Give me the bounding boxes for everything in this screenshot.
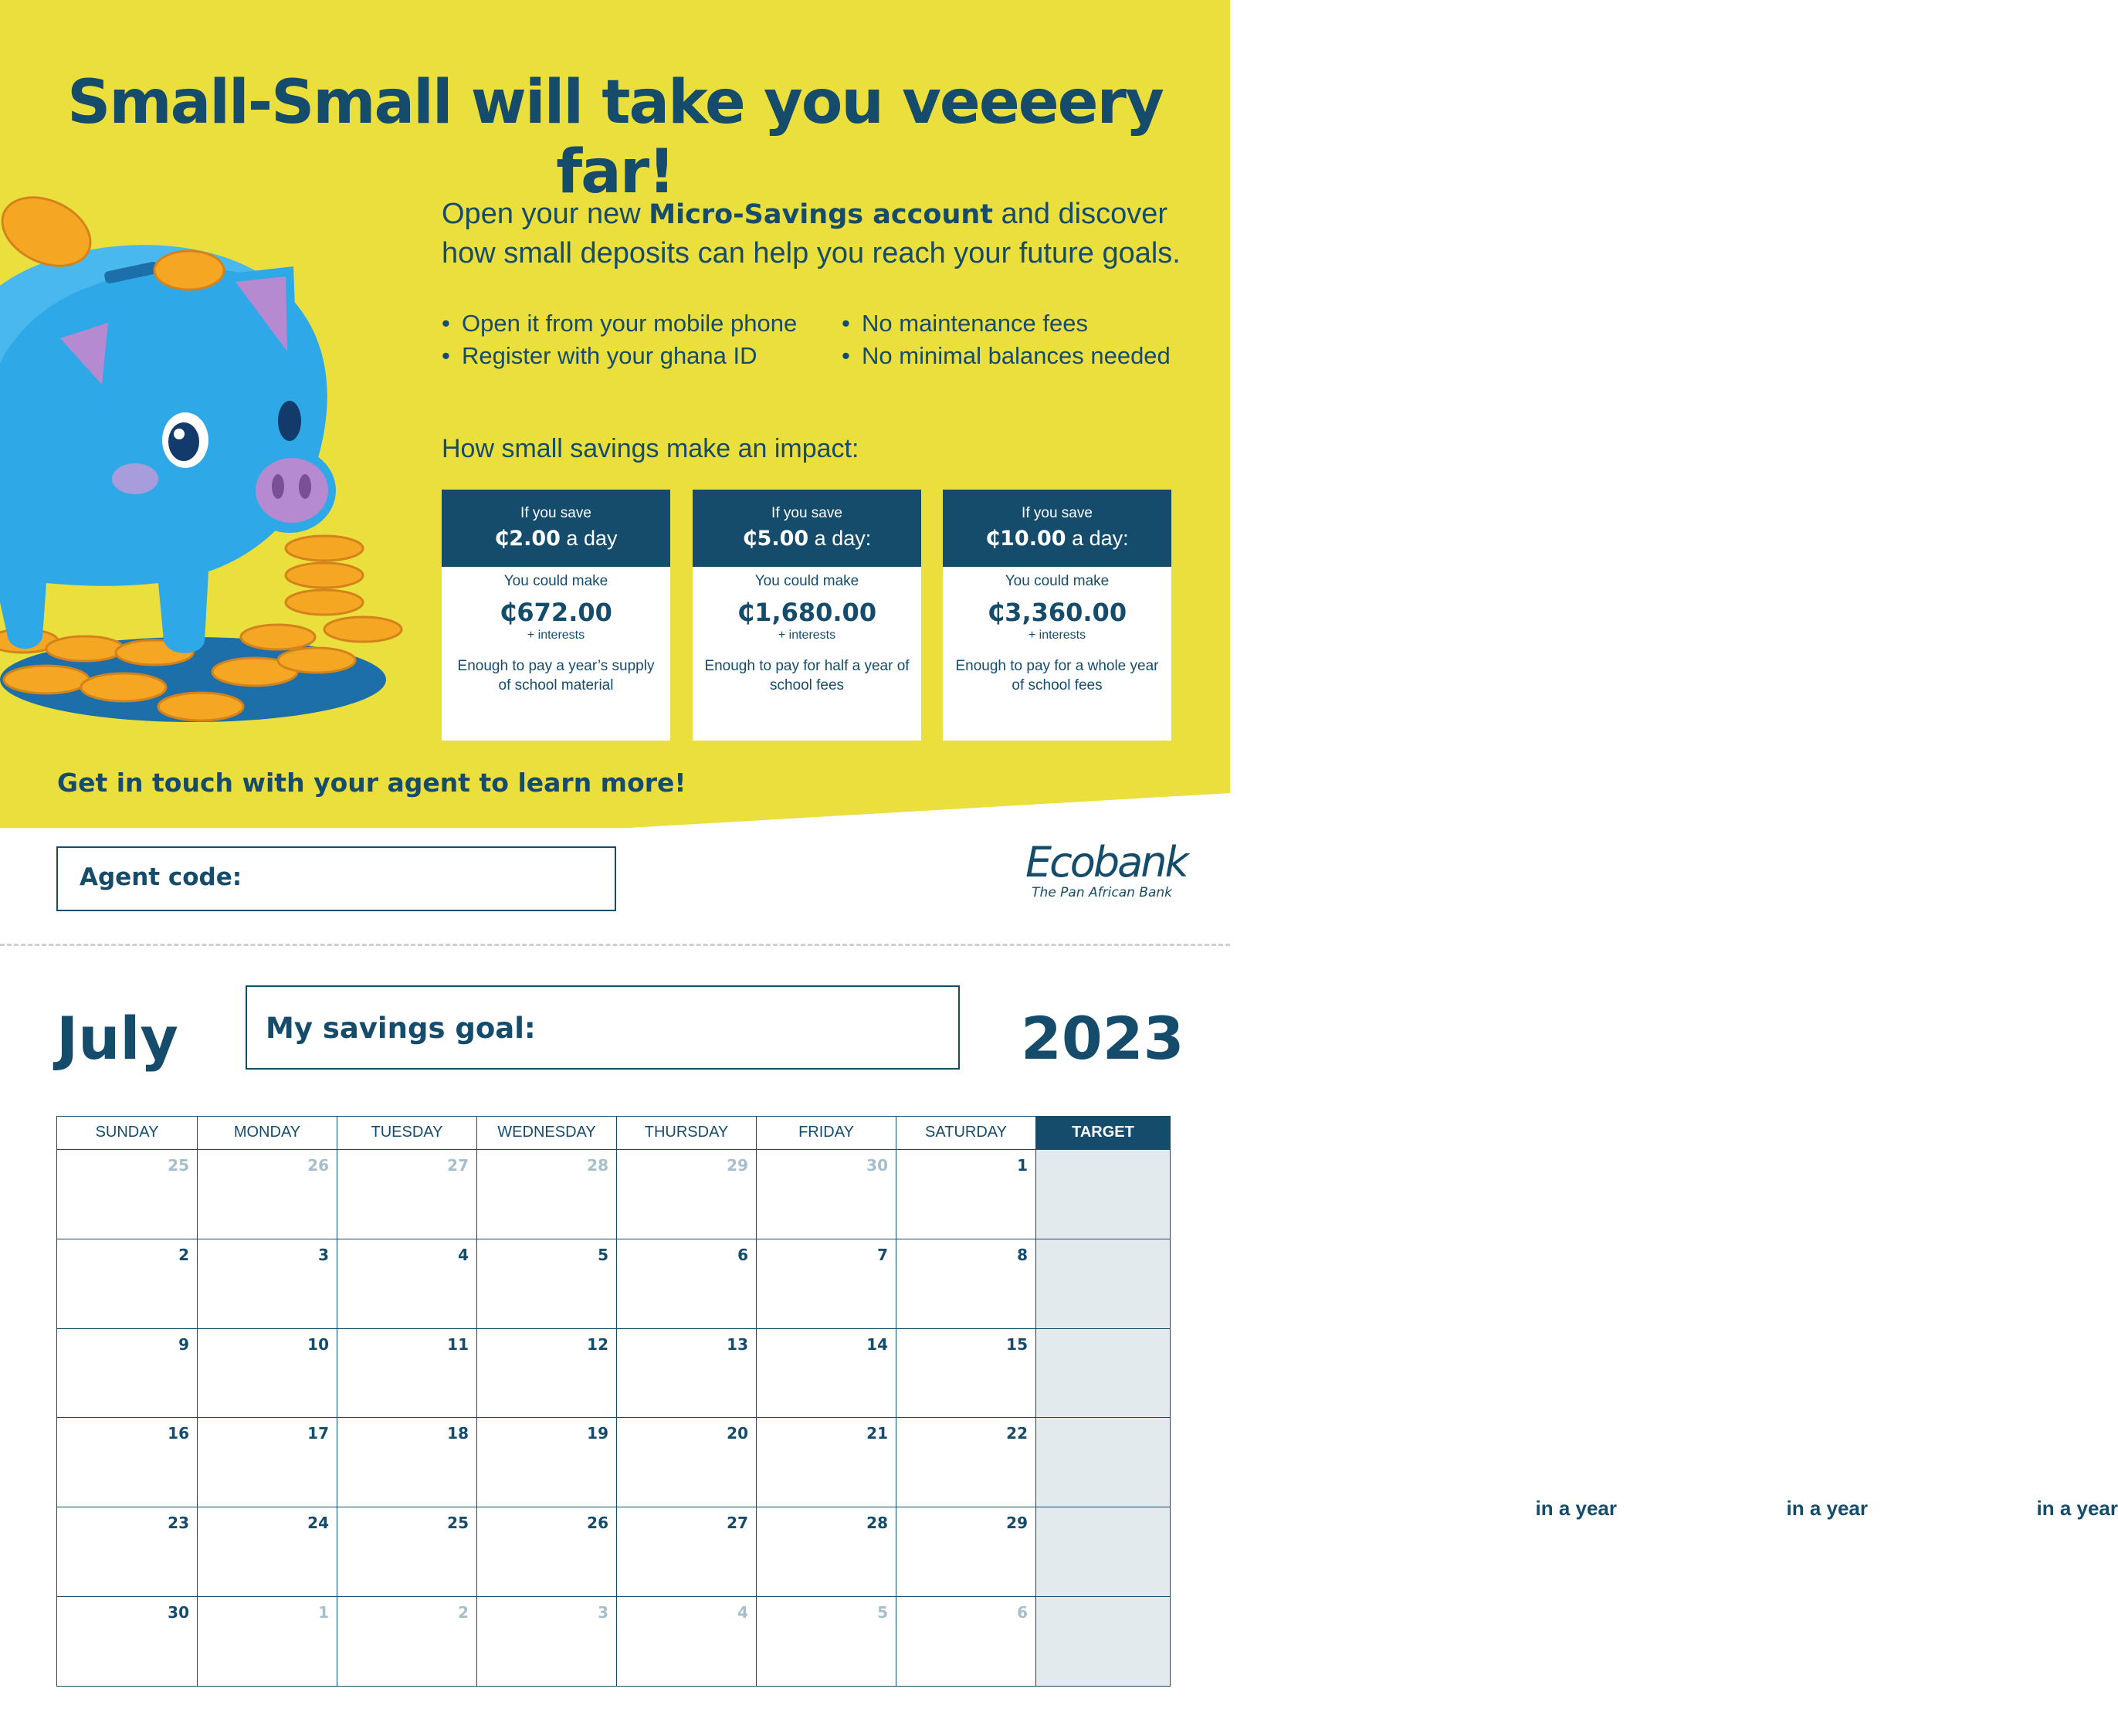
calendar-day[interactable]: 14: [756, 1329, 896, 1419]
feature-item: • Open it from your mobile phone: [442, 309, 842, 338]
calendar-day[interactable]: 24: [197, 1507, 337, 1597]
card-yearly-amount: ₵672.00: [500, 598, 612, 627]
calendar-day-outside-month[interactable]: 3: [476, 1597, 616, 1687]
calendar-day-outside-month[interactable]: 2: [337, 1597, 476, 1687]
calendar-day[interactable]: 22: [896, 1418, 1035, 1507]
calendar-week-row: [56, 1239, 1171, 1329]
feature-item: • No maintenance fees: [842, 309, 1181, 338]
calendar-day[interactable]: 2: [56, 1239, 197, 1329]
calendar-day[interactable]: 23: [56, 1507, 197, 1597]
calendar-day-outside-month[interactable]: 4: [616, 1597, 756, 1687]
feature-item: • No minimal balances needed: [842, 341, 1181, 371]
header-day: FRIDAY: [756, 1116, 896, 1150]
card-if-save: If you save: [520, 505, 591, 521]
calendar-header-row: [56, 1116, 1171, 1150]
calendar-day-outside-month[interactable]: 28: [476, 1150, 616, 1239]
header-day: WEDNESDAY: [476, 1116, 616, 1150]
card-yearly-amount: ₵3,360.00: [987, 598, 1127, 627]
calendar-grid: [56, 1116, 1171, 1687]
calendar-day[interactable]: 21: [756, 1418, 896, 1507]
card-header: [693, 490, 921, 567]
card-period: a day:: [1066, 527, 1129, 550]
calendar-day[interactable]: 3: [197, 1239, 337, 1329]
header-day: MONDAY: [197, 1116, 337, 1150]
target-cell[interactable]: [1035, 1597, 1171, 1687]
card-in-a-year: in a year: [1535, 1497, 1617, 1520]
card-save-line: [693, 527, 921, 551]
savings-goal-field[interactable]: [246, 985, 960, 1070]
calendar-day[interactable]: 8: [896, 1239, 1035, 1329]
card-interests: + interests: [1028, 629, 1086, 642]
header-day: SATURDAY: [896, 1116, 1035, 1150]
intro-text: [442, 195, 1183, 273]
calendar-week-row: [56, 1329, 1171, 1419]
calendar-day[interactable]: 19: [476, 1418, 616, 1507]
calendar-day[interactable]: 29: [896, 1507, 1035, 1597]
header-day: THURSDAY: [616, 1116, 756, 1150]
calendar-day[interactable]: 30: [56, 1597, 197, 1687]
calendar-day-outside-month[interactable]: 29: [616, 1150, 756, 1239]
card-header: [943, 490, 1171, 567]
card-enough-text: Enough to pay for a whole year of school fees: [955, 658, 1159, 693]
card-enough-text: Enough to pay for half a year of school fees: [704, 658, 910, 693]
calendar-day[interactable]: 25: [337, 1507, 476, 1597]
target-cell[interactable]: [1035, 1329, 1171, 1419]
card-save-line: [943, 527, 1171, 551]
card-period: a day:: [808, 527, 872, 550]
calendar-day-outside-month[interactable]: 6: [896, 1597, 1035, 1687]
card-daily-amount: ₵10.00: [985, 527, 1066, 551]
calendar-day-outside-month[interactable]: 5: [756, 1597, 896, 1687]
calendar-day[interactable]: 13: [616, 1329, 756, 1419]
card-period: a day: [560, 527, 618, 550]
calendar-month: July: [56, 1004, 178, 1073]
calendar-body: [56, 1150, 1171, 1687]
header-target: TARGET: [1035, 1116, 1171, 1150]
calendar-day[interactable]: 15: [896, 1329, 1035, 1419]
card-daily-amount: ₵2.00: [494, 527, 561, 551]
logo-tagline: The Pan African Bank: [1032, 885, 1172, 900]
calendar-day[interactable]: 17: [197, 1418, 337, 1507]
calendar-day-outside-month[interactable]: 26: [197, 1150, 337, 1239]
calendar-day[interactable]: 26: [476, 1507, 616, 1597]
call-to-action: Get in touch with your agent to learn more!: [57, 768, 686, 798]
target-cell[interactable]: [1035, 1418, 1171, 1507]
calendar-day[interactable]: 5: [476, 1239, 616, 1329]
calendar-day[interactable]: 27: [616, 1507, 756, 1597]
calendar-day[interactable]: 9: [56, 1329, 197, 1419]
card-enough-text: Enough to pay a year’s supply of school material: [457, 658, 655, 693]
calendar-day[interactable]: 20: [616, 1418, 756, 1507]
calendar-day[interactable]: 11: [337, 1329, 476, 1419]
card-could-make: You could make: [754, 573, 859, 589]
calendar-day-outside-month[interactable]: 1: [197, 1597, 337, 1687]
calendar-day[interactable]: 1: [896, 1150, 1035, 1239]
calendar-week-row: [56, 1507, 1171, 1597]
features-list: [442, 309, 1183, 371]
card-if-save: If you save: [1022, 505, 1093, 521]
card-daily-amount: ₵5.00: [742, 527, 809, 551]
calendar-day-outside-month[interactable]: 30: [756, 1150, 896, 1239]
card-could-make: You could make: [503, 573, 608, 589]
header-day: SUNDAY: [56, 1116, 197, 1150]
cut-line-divider: [0, 944, 1230, 946]
card-in-a-year: in a year: [1786, 1497, 1868, 1520]
calendar-day[interactable]: 12: [476, 1329, 616, 1419]
impact-title: How small savings make an impact:: [442, 434, 859, 463]
card-if-save: If you save: [771, 505, 842, 521]
card-header: [442, 490, 670, 567]
header-day: TUESDAY: [337, 1116, 476, 1150]
ecobank-logo: [1025, 838, 1187, 900]
card-interests: + interests: [527, 629, 585, 642]
card-yearly-amount: ₵1,680.00: [737, 598, 877, 627]
calendar-day[interactable]: 16: [56, 1418, 197, 1507]
calendar-day[interactable]: 18: [337, 1418, 476, 1507]
calendar-day[interactable]: 10: [197, 1329, 337, 1419]
target-cell[interactable]: [1035, 1239, 1171, 1329]
card-in-a-year: in a year: [2036, 1497, 2118, 1520]
card-interests: + interests: [778, 629, 836, 642]
agent-code-label: Agent code:: [80, 863, 242, 891]
calendar-week-row: [56, 1418, 1171, 1507]
headline: Small-Small will take you veeeery far!: [67, 68, 1163, 207]
calendar-day[interactable]: 7: [756, 1239, 896, 1329]
agent-code-field[interactable]: [56, 846, 616, 911]
calendar-day-outside-month[interactable]: 25: [56, 1150, 197, 1239]
calendar-year: 2023: [1021, 1004, 1184, 1073]
calendar-week-row: [56, 1597, 1171, 1687]
intro-bold: Micro-Savings account: [649, 199, 994, 230]
calendar-day[interactable]: 4: [337, 1239, 476, 1329]
calendar-day-outside-month[interactable]: 27: [337, 1150, 476, 1239]
intro-part1: Open your new: [442, 198, 649, 230]
target-cell[interactable]: [1035, 1150, 1171, 1239]
calendar-day[interactable]: 28: [756, 1507, 896, 1597]
logo-brand: Ecobank: [1025, 838, 1187, 887]
card-save-line: [442, 527, 670, 551]
feature-item: • Register with your ghana ID: [442, 341, 842, 371]
savings-goal-label: My savings goal:: [266, 1012, 536, 1045]
card-could-make: You could make: [1005, 573, 1110, 589]
target-cell[interactable]: [1035, 1507, 1171, 1597]
intro-part2: and discover how small deposits can help you reach your future goals.: [442, 198, 1181, 270]
piggy-bank-illustration: [0, 185, 417, 749]
calendar-week-row: [56, 1150, 1171, 1239]
calendar-day[interactable]: 6: [616, 1239, 756, 1329]
